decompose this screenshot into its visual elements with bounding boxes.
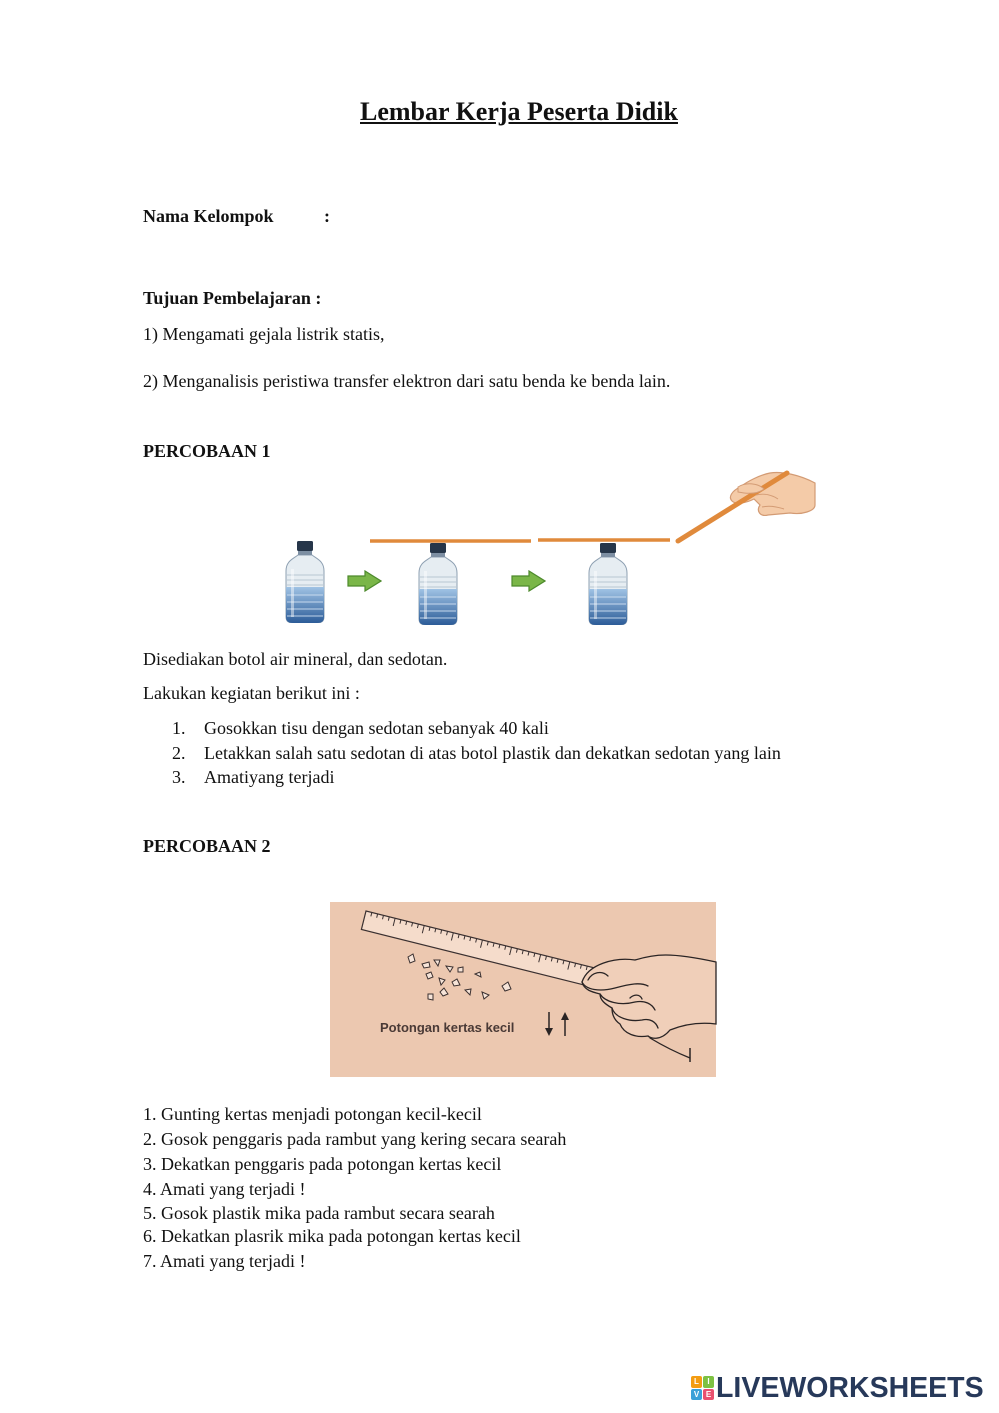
list-item: 7. Amati yang terjadi !	[143, 1251, 306, 1271]
list-item: 4. Amati yang terjadi !	[143, 1179, 306, 1199]
experiment1-intro: Disediakan botol air mineral, dan sedotan.	[143, 649, 448, 669]
experiment2-figure	[330, 902, 716, 1077]
arrow-right-icon	[512, 571, 545, 591]
figure-label: Potongan kertas kecil	[380, 1020, 515, 1035]
group-name-label: Nama Kelompok	[143, 206, 274, 226]
logo-letter: L	[691, 1376, 702, 1388]
logo-letter: V	[691, 1389, 702, 1401]
experiment1-instruction: Lakukan kegiatan berikut ini :	[143, 683, 360, 703]
experiment1-figure	[270, 465, 820, 630]
arrow-right-icon	[348, 571, 381, 591]
step-number: 3.	[172, 767, 186, 787]
step-text: Gosokkan tisu dengan sedotan sebanyak 40 kali	[204, 718, 549, 738]
worksheet-title: Lembar Kerja Peserta Didik	[360, 97, 678, 126]
objectives-heading: Tujuan Pembelajaran :	[143, 288, 322, 308]
group-name-colon: :	[324, 206, 330, 226]
objective-item: 2) Menganalisis peristiwa transfer elektron dari satu benda ke benda lain.	[143, 371, 671, 391]
liveworksheets-logo-text: LIVEWORKSHEETS	[716, 1372, 984, 1404]
list-item: 5. Gosok plastik mika pada rambut secara searah	[143, 1203, 495, 1223]
water-bottle-icon	[419, 543, 457, 625]
hand-icon	[730, 472, 815, 515]
list-item: 2. Gosok penggaris pada rambut yang kering secara searah	[143, 1129, 567, 1149]
logo-letter: E	[703, 1389, 714, 1401]
experiment1-heading: PERCOBAAN 1	[143, 441, 271, 461]
step-number: 1.	[172, 718, 186, 738]
logo-letter: I	[703, 1376, 714, 1388]
step-number: 2.	[172, 743, 186, 763]
water-bottle-icon	[286, 541, 324, 623]
list-item: 6. Dekatkan plasrik mika pada potongan kertas kecil	[143, 1226, 521, 1246]
objective-item: 1) Mengamati gejala listrik statis,	[143, 324, 385, 344]
list-item: 3. Dekatkan penggaris pada potongan kertas kecil	[143, 1154, 502, 1174]
liveworksheets-logo-icon	[691, 1376, 714, 1400]
water-bottle-icon	[589, 543, 627, 625]
step-text: Letakkan salah satu sedotan di atas botol plastik dan dekatkan sedotan yang lain	[204, 743, 781, 763]
experiment2-heading: PERCOBAAN 2	[143, 836, 271, 856]
step-text: Amatiyang terjadi	[204, 767, 335, 787]
list-item: 1. Gunting kertas menjadi potongan kecil-kecil	[143, 1104, 482, 1124]
